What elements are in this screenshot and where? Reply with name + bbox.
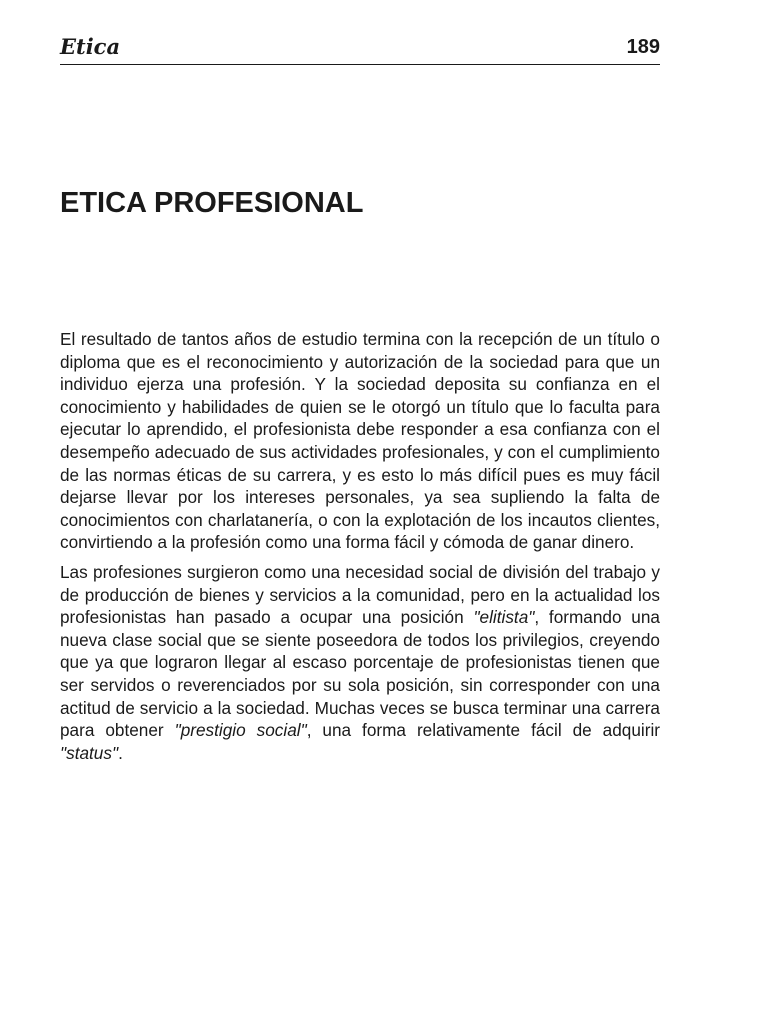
paragraph-2-text-d: . (118, 742, 123, 763)
chapter-title: ETICA PROFESIONAL (60, 187, 364, 219)
running-header (60, 34, 660, 65)
paragraph-2 (60, 561, 660, 764)
paragraph-1-text: El resultado de tantos años de estudio termina con la recepción de un título o diploma que es el reconocimiento y autorización de la sociedad para que un individuo ejerza una profesión. Y la sociedad deposita su confianza en el conocimiento y habilidades de quien se le otorgó un título que lo faculta para ejecutar lo aprendido, el profesionista debe responder a esa confianza con el desempeño adecuado de sus actividades profesionales, y con el cumplimiento de las normas éticas de su carrera, y es esto lo más difícil pues es muy fácil dejarse llevar por los intereses personales, ya sea supliendo la falta de conocimientos con charlatanería, o con la explotación de los incautos clientes, convirtiendo a la profesión como una forma fácil y cómoda de ganar dinero. (60, 329, 660, 553)
running-header-title: Etica (60, 34, 121, 59)
body-text (60, 328, 660, 764)
italic-term-elitista: "elitista" (473, 607, 535, 628)
paragraph-1 (60, 328, 660, 554)
paragraph-2-text-b: , formando una nueva clase social que se siente poseedora de todos los privilegios, creyendo que ya que lograron llegar al escaso porcentaje de profesionistas tienen que ser servidos o reverenciados por su sola posición, sin corresponder con una actitud de servicio a la sociedad. Muchas veces se busca terminar una carrera para obtener (60, 607, 660, 741)
paragraph-2-text-a: Las profesiones surgieron como una necesidad social de división del trabajo y de producción de bienes y servicios a la comunidad, pero en la actualidad los profesionistas han pasado a ocupar una posición (60, 561, 660, 628)
paragraph-2-text-c: , una forma relativamente fácil de adquirir (306, 720, 660, 741)
page-number: 189 (626, 36, 660, 58)
italic-term-prestigio-social: "prestigio social" (174, 720, 307, 741)
italic-term-status: "status" (60, 742, 119, 763)
